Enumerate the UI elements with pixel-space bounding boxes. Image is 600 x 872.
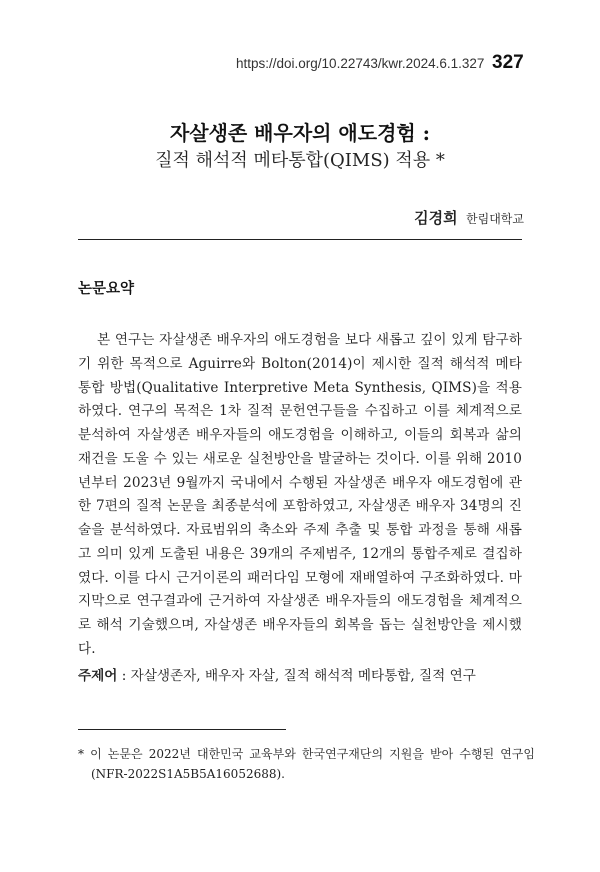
abstract-body: 본 연구는 자살생존 배우자의 애도경험을 보다 새롭고 깊이 있게 탐구하기 위한 목적으로 Aguirre와 Bolton(2014)이 제시한 질적 해석적 메타통합 방법(Qualitative Interpretive Meta Synthesis, QIMS)을 적용하였다. 연구의 목적은 1차 질적 문헌연구들을 수집하고 이를 체계적으로 분석하여 자살생존 배우자들의 애도경험을 이해하고, 이들의 회복과 삶의 재건을 도울 수 있는 새로운 실천방안을 발굴하는 것이다. 이를 위해 2010년부터 2023년 9월까지 국내에서 수행된 자살생존 배우자 애도경험에 관한 7편의 질적 논문을 최종분석에 포함하였고, 자살생존 배우자 34명의 진술을 분석하였다. 자료범위의 축소와 주제 추출 및 통합 과정을 통해 새롭고 의미 있게 도출된 내용은 39개의 주제범주, 12개의 통합주제로 결집하였다. 이를 다시 근거이론의 패러다임 모형에 재배열하여 구조화하였다. 마지막으로 연구결과에 근거하여 자살생존 배우자들의 애도경험을 체계적으로 해석 기술했으며, 자살생존 배우자들의 회복을 돕는 실천방안을 제시했다. — [78, 332, 522, 657]
keywords-terms: 자살생존자, 배우자 자살, 질적 해석적 메타통합, 질적 연구 — [130, 668, 476, 684]
paper-title: 자살생존 배우자의 애도경험 : — [169, 121, 431, 145]
footnote-divider — [78, 729, 286, 730]
footnote: * 이 논문은 2022년 대한민국 교육부와 한국연구재단의 지원을 받아 수행된 연구임(NFR-2022S1A5B5A16052688). — [78, 747, 535, 781]
keywords-separator: : — [117, 668, 131, 684]
doi-link[interactable]: https://doi.org/10.22743/kwr.2024.6.1.327 — [236, 56, 485, 71]
header-divider — [78, 239, 522, 240]
abstract-heading: 논문요약 — [78, 280, 135, 297]
keywords-line — [78, 664, 476, 684]
author-name: 김경희 — [414, 209, 458, 227]
page-number: 327 — [492, 52, 524, 73]
keywords-label: 주제어 — [78, 668, 118, 684]
paper-subtitle: 질적 해석적 메타통합(QIMS) 적용 * — [155, 150, 445, 171]
author-line — [414, 207, 524, 228]
author-affiliation: 한림대학교 — [466, 212, 524, 226]
